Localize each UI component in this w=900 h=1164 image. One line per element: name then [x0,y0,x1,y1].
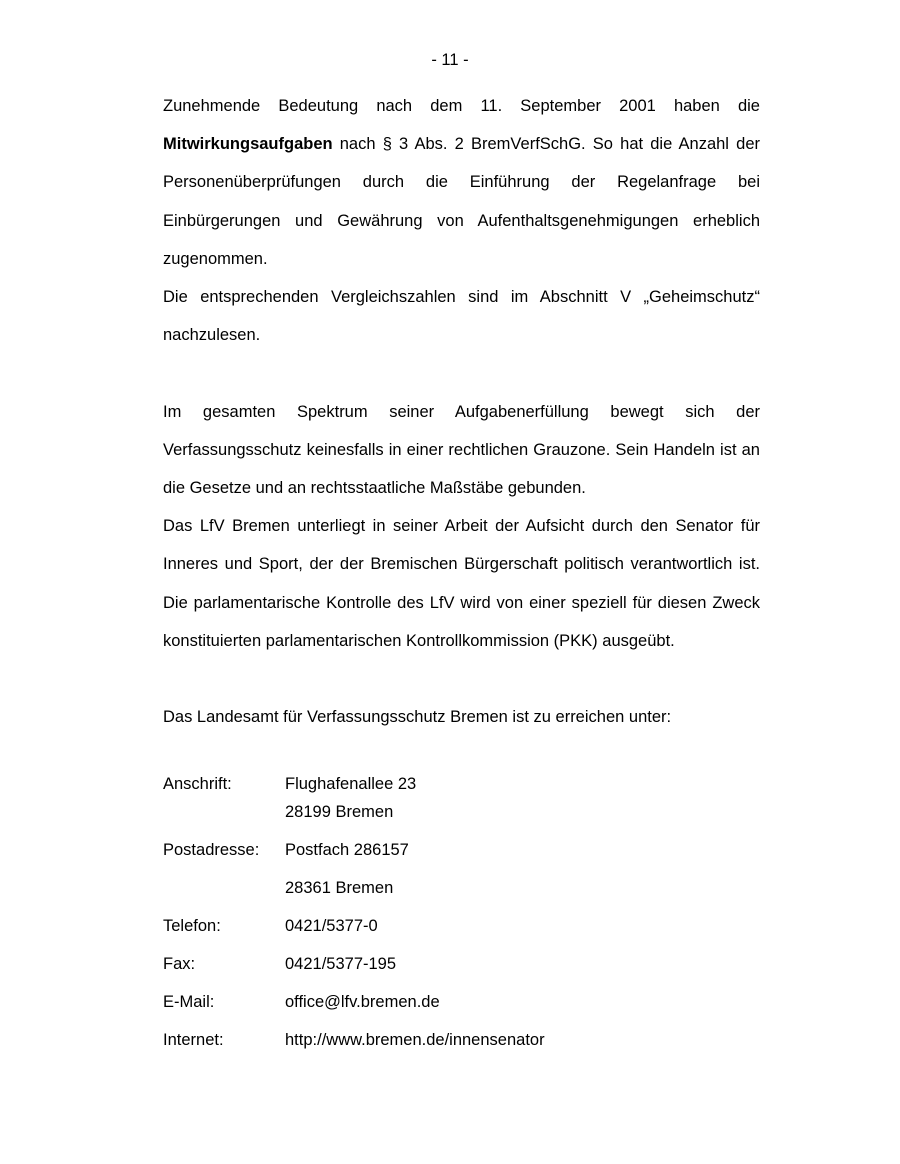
paragraph-text: Zunehmende Bedeutung nach dem 11. September 2001 haben die [163,97,760,115]
paragraph-mitwirkungsaufgaben [163,87,760,278]
paragraph-spacer [163,354,760,392]
email-label: E-Mail: [163,993,215,1011]
email-value[interactable]: office@lfv.bremen.de [285,993,440,1011]
paragraph-text: nach § 3 Abs. 2 BremVerfSchG. So hat die Anzahl der Personenüberprüfungen durch die Einführung der Regelanfrage bei Einbürgerungen und Gewährung von Aufenthaltsgenehmigungen erheblich zugenommen. [163,135,760,268]
contact-row-postal [163,836,760,874]
phone-value: 0421/5377-0 [285,917,378,935]
fax-value: 0421/5377-195 [285,955,397,973]
bold-term: Mitwirkungsaufgaben [163,135,333,154]
address-line-1: Flughafenallee 23 [285,775,417,793]
web-link[interactable]: http://www.bremen.de/innensenator [285,1031,545,1049]
contact-table [163,770,760,1064]
phone-label: Telefon: [163,917,221,935]
web-label: Internet: [163,1031,224,1049]
address-label: Anschrift: [163,775,232,793]
contact-row-address [163,770,760,836]
body-text [163,87,760,736]
postal-label: Postadresse: [163,841,260,859]
contact-row-postal-city [163,874,760,912]
paragraph-aufsicht: Das LfV Bremen unterliegt in seiner Arbeit der Aufsicht durch den Senator für Inneres und Sport, der der Bremischen Bürgerschaft politisch verantwortlich ist. Die parlamentarische Kontrolle des LfV wird von einer speziell für diesen Zweck konstituierten parlamentarischen Kontrollkommission (PKK) ausgeübt. [163,517,760,650]
fax-label: Fax: [163,955,196,973]
contact-row-fax [163,950,760,988]
paragraph-spacer [163,660,760,698]
postal-line-2: 28361 Bremen [285,879,394,897]
paragraph-vergleichszahlen: Die entsprechenden Vergleichszahlen sind im Abschnitt V „Geheimschutz“ nachzulesen. [163,288,760,345]
address-line-2: 28199 Bremen [285,803,394,821]
postal-line-1: Postfach 286157 [285,841,409,859]
paragraph-spektrum: Im gesamten Spektrum seiner Aufgabenerfüllung bewegt sich der Verfassungsschutz keinesfalls in einer rechtlichen Grauzone. Sein Handeln ist an die Gesetze und an rechtsstaatliche Maßstäbe gebunden. [163,402,760,498]
contact-row-phone [163,912,760,950]
contact-row-email [163,988,760,1026]
paragraph-erreichbarkeit: Das Landesamt für Verfassungsschutz Bremen ist zu erreichen unter: [163,708,672,727]
contact-row-web [163,1026,760,1064]
page-number: - 11 - [431,51,469,69]
